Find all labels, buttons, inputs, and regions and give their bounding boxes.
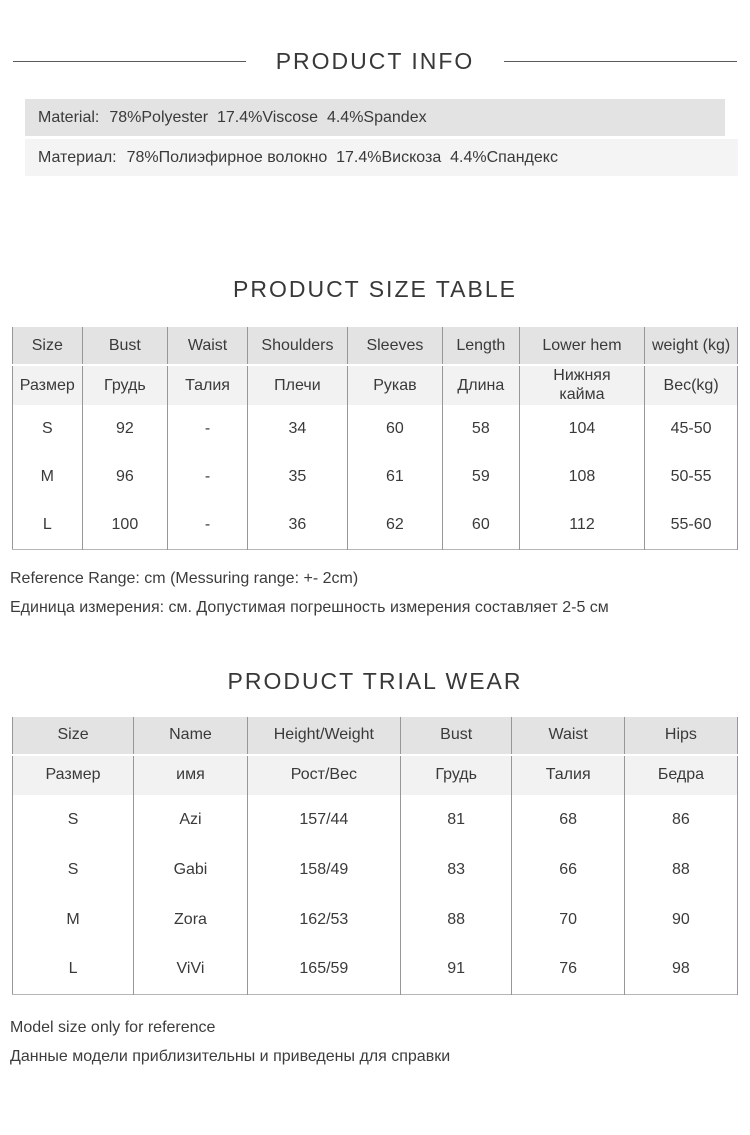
size-table-header-cell-text: Нижняя кайма [553, 367, 611, 403]
trial-table-cell: 165/59 [247, 945, 400, 995]
trial-table-header-cell: Талия [512, 755, 624, 795]
material-value-ru: 78%Полиэфирное волокно 17.4%Вискоза 4.4%Спандекс [126, 148, 558, 166]
trial-wear-title: PRODUCT TRIAL WEAR [227, 667, 523, 694]
size-table-cell: S [13, 405, 83, 453]
material-value-en: 78%Polyester 17.4%Viscose 4.4%Spandex [109, 108, 427, 126]
size-note-en: Reference Range: cm (Messuring range: +- 2cm) [10, 569, 359, 587]
size-table-cell: - [168, 501, 248, 549]
product-info-title: PRODUCT INFO [275, 48, 475, 74]
trial-table-cell: 157/44 [247, 795, 400, 845]
size-table-header-cell: Рукав [347, 365, 442, 405]
size-table-cell: 62 [347, 501, 442, 549]
trial-table-header-cell: Hips [624, 717, 737, 755]
product-info-header [13, 48, 737, 75]
size-table-cell: 34 [247, 405, 347, 453]
size-table-header-cell: Waist [168, 327, 248, 365]
size-table-header-cell: Lower hem [519, 327, 644, 365]
size-note-ru: Единица измерения: см. Допустимая погрешность измерения составляет 2-5 см [10, 598, 609, 616]
material-row-en [25, 99, 725, 136]
size-table-cell: 59 [442, 453, 519, 501]
material-row-ru [25, 139, 738, 176]
size-table-notes [10, 564, 740, 622]
size-table-cell: 108 [519, 453, 644, 501]
size-table-cell: 60 [442, 501, 519, 549]
trial-table-notes [10, 1013, 740, 1071]
trial-table-header-cell: Name [134, 717, 248, 755]
trial-table-header-cell: Waist [512, 717, 624, 755]
size-table-cell: - [168, 453, 248, 501]
model-note-ru: Данные модели приблизительны и приведены для справки [10, 1048, 451, 1065]
size-table-cell: 104 [519, 405, 644, 453]
title-rule-right [504, 61, 737, 62]
trial-table-cell: 158/49 [247, 845, 400, 895]
table-row [13, 405, 738, 453]
product-size-table [12, 327, 738, 550]
trial-table-cell: S [13, 795, 134, 845]
model-note-en: Model size only for reference [10, 1019, 216, 1036]
size-table-cell: 58 [442, 405, 519, 453]
size-table-cell: 36 [247, 501, 347, 549]
trial-table-cell: M [13, 895, 134, 945]
material-label-ru: Материал: [38, 148, 117, 166]
table-row [13, 795, 738, 845]
size-table-cell: - [168, 405, 248, 453]
size-table-title: PRODUCT SIZE TABLE [233, 276, 517, 302]
size-table-header-cell: Размер [13, 365, 83, 405]
trial-table-cell: 66 [512, 845, 624, 895]
trial-table-cell: 83 [400, 845, 512, 895]
trial-table-header-cell: Bust [400, 717, 512, 755]
material-section [0, 99, 750, 176]
trial-table-cell: 91 [400, 945, 512, 995]
trial-table-cell: 70 [512, 895, 624, 945]
trial-table-cell: 86 [624, 795, 737, 845]
table-row [13, 895, 738, 945]
size-table-header-cell: Длина [442, 365, 519, 405]
trial-table-header-cell: Размер [13, 755, 134, 795]
size-table-cell: 60 [347, 405, 442, 453]
size-table-header-cell: Талия [168, 365, 248, 405]
size-table-header-cell: Shoulders [247, 327, 347, 365]
size-table-header-row-en [13, 327, 738, 365]
trial-table-cell: S [13, 845, 134, 895]
size-table-cell: 100 [82, 501, 168, 549]
trial-table-cell: Azi [134, 795, 248, 845]
size-table-header-row-ru [13, 365, 738, 405]
trial-table-header-cell: Бедра [624, 755, 737, 795]
size-table-header-cell [519, 365, 644, 405]
trial-table-header-cell: Грудь [400, 755, 512, 795]
size-table-cell: 92 [82, 405, 168, 453]
trial-table-cell: Zora [134, 895, 248, 945]
size-table-cell: 55-60 [645, 501, 738, 549]
trial-table-cell: 68 [512, 795, 624, 845]
trial-table-cell: 88 [400, 895, 512, 945]
trial-table-cell: L [13, 945, 134, 995]
trial-table-cell: 81 [400, 795, 512, 845]
trial-table-cell: Gabi [134, 845, 248, 895]
size-table-cell: 112 [519, 501, 644, 549]
size-table-cell: 35 [247, 453, 347, 501]
trial-table-cell: 88 [624, 845, 737, 895]
trial-table-header-cell: Рост/Вес [247, 755, 400, 795]
size-table-cell: M [13, 453, 83, 501]
trial-table-cell: 76 [512, 945, 624, 995]
size-table-header-cell: Bust [82, 327, 168, 365]
size-table-cell: L [13, 501, 83, 549]
size-table-header-cell: Вес(kg) [645, 365, 738, 405]
trial-table-header-row-en [13, 717, 738, 755]
trial-table-header-cell: Height/Weight [247, 717, 400, 755]
table-row [13, 945, 738, 995]
size-table-cell: 45-50 [645, 405, 738, 453]
table-row [13, 845, 738, 895]
size-table-header-cell: Length [442, 327, 519, 365]
table-row [13, 501, 738, 549]
product-info-sheet [0, 48, 750, 1071]
size-table-header-cell: Плечи [247, 365, 347, 405]
material-label-en: Material: [38, 108, 100, 126]
table-row [13, 453, 738, 501]
size-table-header-cell: Sleeves [347, 327, 442, 365]
size-table-header-cell: weight (kg) [645, 327, 738, 365]
size-table-cell: 61 [347, 453, 442, 501]
size-table-cell: 96 [82, 453, 168, 501]
trial-table-cell: 90 [624, 895, 737, 945]
trial-table-cell: 98 [624, 945, 737, 995]
trial-table-header-cell: имя [134, 755, 248, 795]
size-table-header-cell: Грудь [82, 365, 168, 405]
trial-table-header-cell: Size [13, 717, 134, 755]
trial-table-cell: ViVi [134, 945, 248, 995]
title-rule-left [13, 61, 246, 62]
product-trial-wear-table [12, 717, 738, 996]
trial-table-header-row-ru [13, 755, 738, 795]
size-table-cell: 50-55 [645, 453, 738, 501]
trial-table-cell: 162/53 [247, 895, 400, 945]
size-table-header-cell: Size [13, 327, 83, 365]
